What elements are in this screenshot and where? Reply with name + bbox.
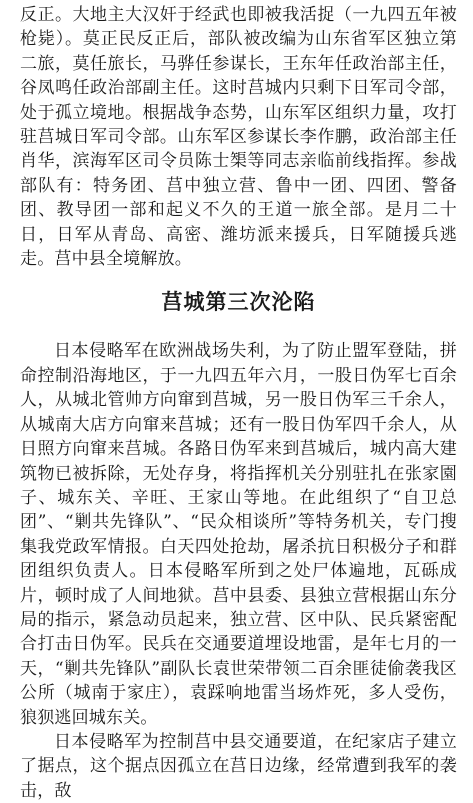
body-paragraph-2: 日本侵略军为控制莒中县交通要道，在纪家店子建立了据点，这个据点因孤立在莒日边缘，经常遭到我军的袭击，敌 — [20, 731, 457, 801]
section-title: 莒城第三次沦陷 — [161, 290, 316, 315]
body-paragraph-1: 日本侵略军在欧洲战场失利，为了防止盟军登陆，拼命控制沿海地区，于一九四五年六月，一股日伪军七百余人，从城北管帅方向窜到莒城，另一股日伪军三千余人，从城南大店方向窜来莒城；还有一股日伪军四千余人，从日照方向窜来莒城。各路日伪军来到莒城后，城内高大建筑物已被拆除，无处存身，将指挥机关分别驻扎在张家園子、城东关、辛旺、王家山等地。在此组织了“自卫总团”、“剿共先锋队”、“民众相谈所”等特务机关，专门搜集我党政军情报。白天四处抢劫，屠杀抗日积极分子和群团组织负责人。日本侵略军所到之处尸体遍地，瓦砾成片，顿时成了人间地狱。莒中县委、县独立营根据山东分局的指示，紧急动员起来，独立营、区中队、民兵紧密配合打击日伪军。民兵在交通要道埋设地雷，是年七月的一天，“剿共先锋队”副队长袁世荣带领二百余匪徒偷袭我区公所（城南于家庄），袁踩响地雷当场炸死，多人受伤，狼狈逃回城东关。 — [20, 341, 457, 728]
body-paragraph-top: 反正。大地主大汉奸于经武也即被我活捉（一九四五年被枪毙）。莫正民反正后，部队被改编为山东省军区独立第二旅，莫任旅长，马骅任参谋长，王东年任政治部主任，谷凤鸣任政治部副主任。这时莒城内只剩下日军司令部，处于孤立境地。根据战争态势，山东军区组织力量，攻打驻莒城日军司令部。山东军区参谋长李作鹏，政治部主任肖华，滨海军区司令员陈士榘等同志亲临前线指挥。参战部队有：特务团、莒中独立营、鲁中一团、四团、警备团、教导团一部和起义不久的王道一旅全部。是月二十日，日军从青岛、高密、潍坊派来援兵，日军随援兵逃走。莒中县全境解放。 — [20, 5, 457, 270]
